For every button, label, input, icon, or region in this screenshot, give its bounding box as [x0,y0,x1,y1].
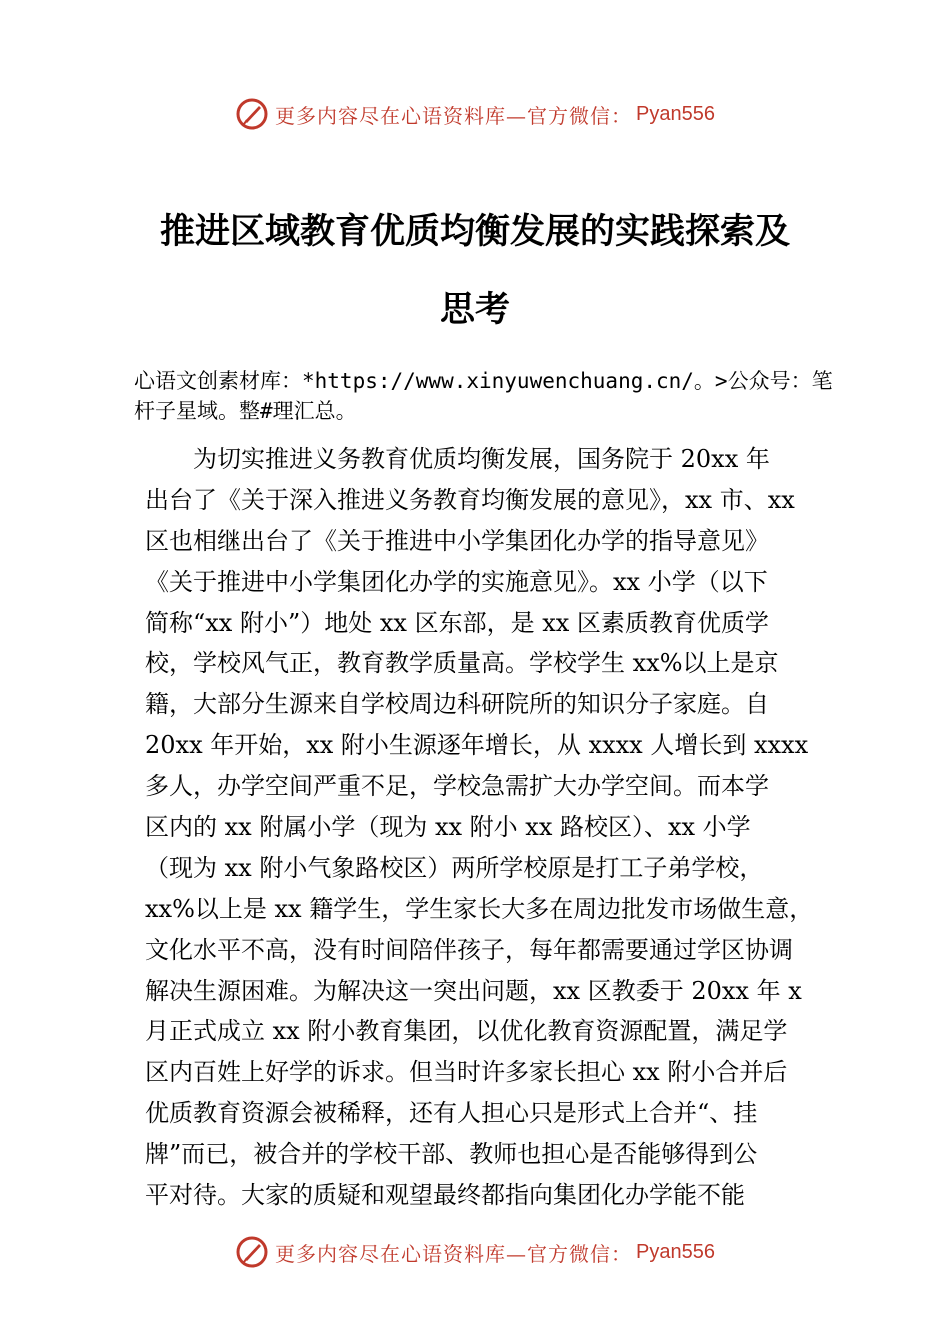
body-line: 牌”而已，被合并的学校干部、教师也担心是否能够得到公 [145,1140,758,1169]
banner-wechat-id: Pyan556 [636,1240,715,1263]
body-line: xx%以上是 xx 籍学生，学生家长大多在周边批发市场做生意， [145,894,814,923]
body-line: 20xx 年开始，xx 附小生源逐年增长，从 xxxx 人增长到 xxxx [145,731,809,760]
body-line: （现为 xx 附小气象路校区）两所学校原是打工子弟学校， [145,853,764,882]
body-line: 优质教育资源会被稀释，还有人担心只是形式上合并“、挂 [145,1099,758,1128]
document-title-line-1: 推进区域教育优质均衡发展的实践探索及 [159,211,790,252]
body-line: 出台了《关于深入推进义务教育均衡发展的意见》，xx 市、xx [145,485,795,514]
body-line: 《关于推进中小学集团化办学的实施意见》。xx 小学（以下 [145,567,768,596]
body-paragraph [145,439,835,1216]
document-title-line-2: 思考 [439,289,510,330]
quill-logo-icon [235,97,269,131]
body-line: 月正式成立 xx 附小教育集团，以优化教育资源配置，满足学 [145,1017,788,1046]
header-banner [0,94,950,134]
body-line: 解决生源困难。为解决这一突出问题，xx 区教委于 20xx 年 x [145,976,802,1005]
quill-logo-icon [235,1235,269,1269]
body-line: 区内百姓上好学的诉求。但当时许多家长担心 xx 附小合并后 [145,1058,788,1087]
body-line: 平对待。大家的质疑和观望最终都指向集团化办学能不能 [145,1181,745,1210]
body-line: 校，学校风气正，教育教学质量高。学校学生 xx%以上是京 [145,649,779,678]
banner-text: 更多内容尽在心语资料库—官方微信： [275,103,633,128]
body-line: 区内的 xx 附属小学（现为 xx 附小 xx 路校区）、xx 小学 [145,813,751,842]
body-line: 区也相继出台了《关于推进中小学集团化办学的指导意见》 [145,526,769,555]
body-line: 文化水平不高，没有时间陪伴孩子，每年都需要通过学区协调 [145,935,793,964]
body-line: 简称“xx 附小”）地处 xx 区东部，是 xx 区素质教育优质学 [145,608,769,637]
body-line: 多人，办学空间严重不足，学校急需扩大办学空间。而本学 [145,772,769,801]
footer-banner [0,1232,950,1272]
source-note: 心语文创素材库：*https://www.xinyuwenchuang.cn/。>公众号：笔杆子星域。整#理汇总。 [134,369,833,423]
banner-text: 更多内容尽在心语资料库—官方微信： [275,1241,633,1266]
body-line: 籍，大部分生源来自学校周边科研院所的知识分子家庭。自 [145,690,769,719]
body-line: 为切实推进义务教育优质均衡发展，国务院于 20xx 年 [145,445,770,473]
banner-wechat-id: Pyan556 [636,102,715,125]
